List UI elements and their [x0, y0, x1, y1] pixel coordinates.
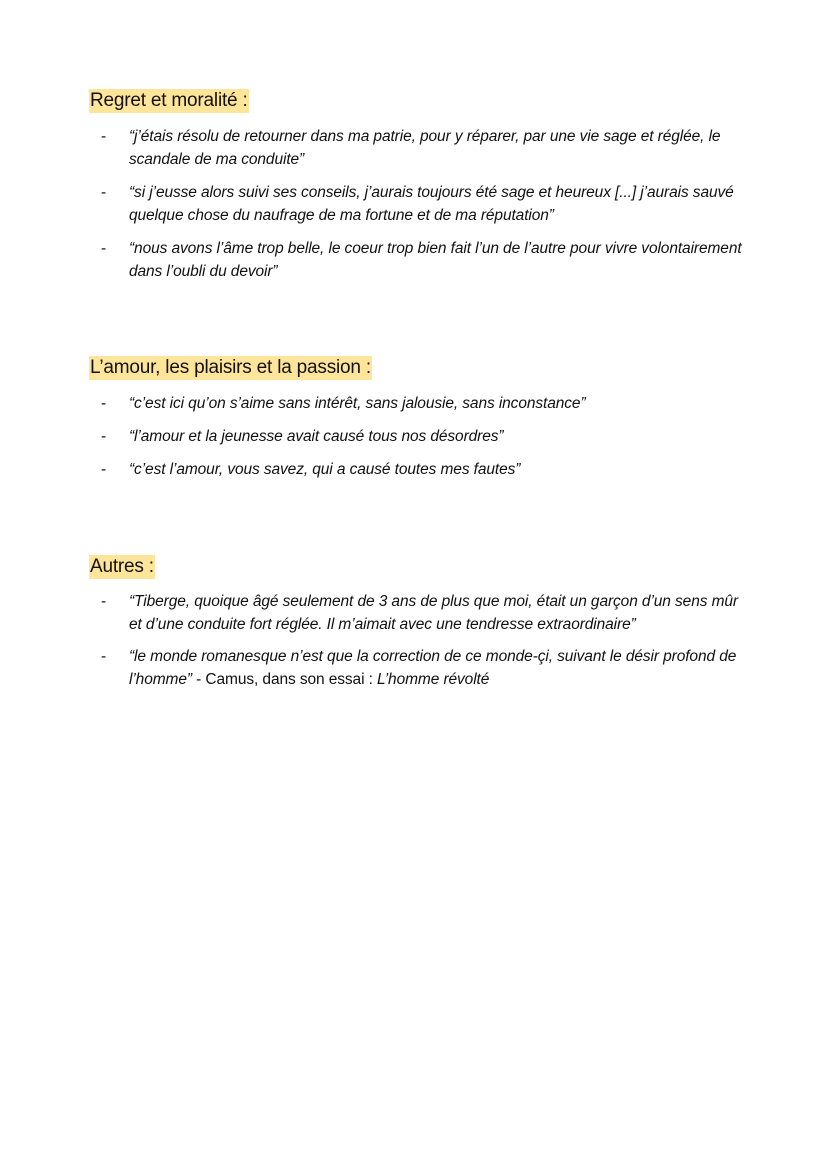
work-title: L’homme révolté [377, 671, 490, 688]
bullet-dash: - [101, 593, 107, 610]
quote-list [89, 392, 749, 481]
bullet-dash: - [101, 184, 107, 201]
section-heading: Autres : [90, 556, 154, 577]
list-item [89, 125, 749, 171]
section-regret-moralite [89, 89, 749, 283]
list-item [89, 181, 749, 227]
quote-text: “nous avons l’âme trop belle, le coeur trop bien fait l’un de l’autre pour vivre volontairement dans l’oubli du devoir” [129, 240, 742, 280]
list-item [89, 392, 749, 415]
list-item [89, 590, 749, 636]
bullet-dash: - [101, 648, 107, 665]
bullet-dash: - [101, 128, 107, 145]
list-item [89, 645, 749, 691]
quote-list [89, 590, 749, 691]
bullet-dash: - [101, 428, 107, 445]
quote-list [89, 125, 749, 283]
quote-text: “l’amour et la jeunesse avait causé tous nos désordres” [129, 428, 504, 445]
bullet-dash: - [101, 461, 107, 478]
list-item [89, 425, 749, 448]
section-heading: Regret et moralité : [90, 90, 248, 111]
section-amour-plaisirs-passion [89, 356, 749, 481]
bullet-dash: - [101, 240, 107, 257]
quote-text: “Tiberge, quoique âgé seulement de 3 ans de plus que moi, était un garçon d’un sens mûr et d’une conduite fort réglée. Il m’aimait avec une tendresse extraordinaire” [129, 593, 738, 633]
bullet-dash: - [101, 395, 107, 412]
section-autres [89, 555, 749, 691]
list-item [89, 237, 749, 283]
quote-text: “c’est l’amour, vous savez, qui a causé toutes mes fautes” [129, 461, 521, 478]
quote-text: “j’étais résolu de retourner dans ma patrie, pour y réparer, par une vie sage et réglée, le scandale de ma conduite” [129, 128, 721, 168]
quote-text: “le monde romanesque n’est que la correction de ce monde-çi, suivant le désir profond de l’homme” [129, 648, 737, 688]
quote-text: “si j’eusse alors suivi ses conseils, j’aurais toujours été sage et heureux [...] j’aurais sauvé quelque chose du naufrage de ma fortune et de ma réputation” [129, 184, 734, 224]
list-item [89, 458, 749, 481]
section-heading: L’amour, les plaisirs et la passion : [90, 357, 371, 378]
quote-attribution: - Camus, dans son essai : [191, 671, 378, 688]
quote-text: “c’est ici qu’on s’aime sans intérêt, sans jalousie, sans inconstance” [129, 395, 586, 412]
